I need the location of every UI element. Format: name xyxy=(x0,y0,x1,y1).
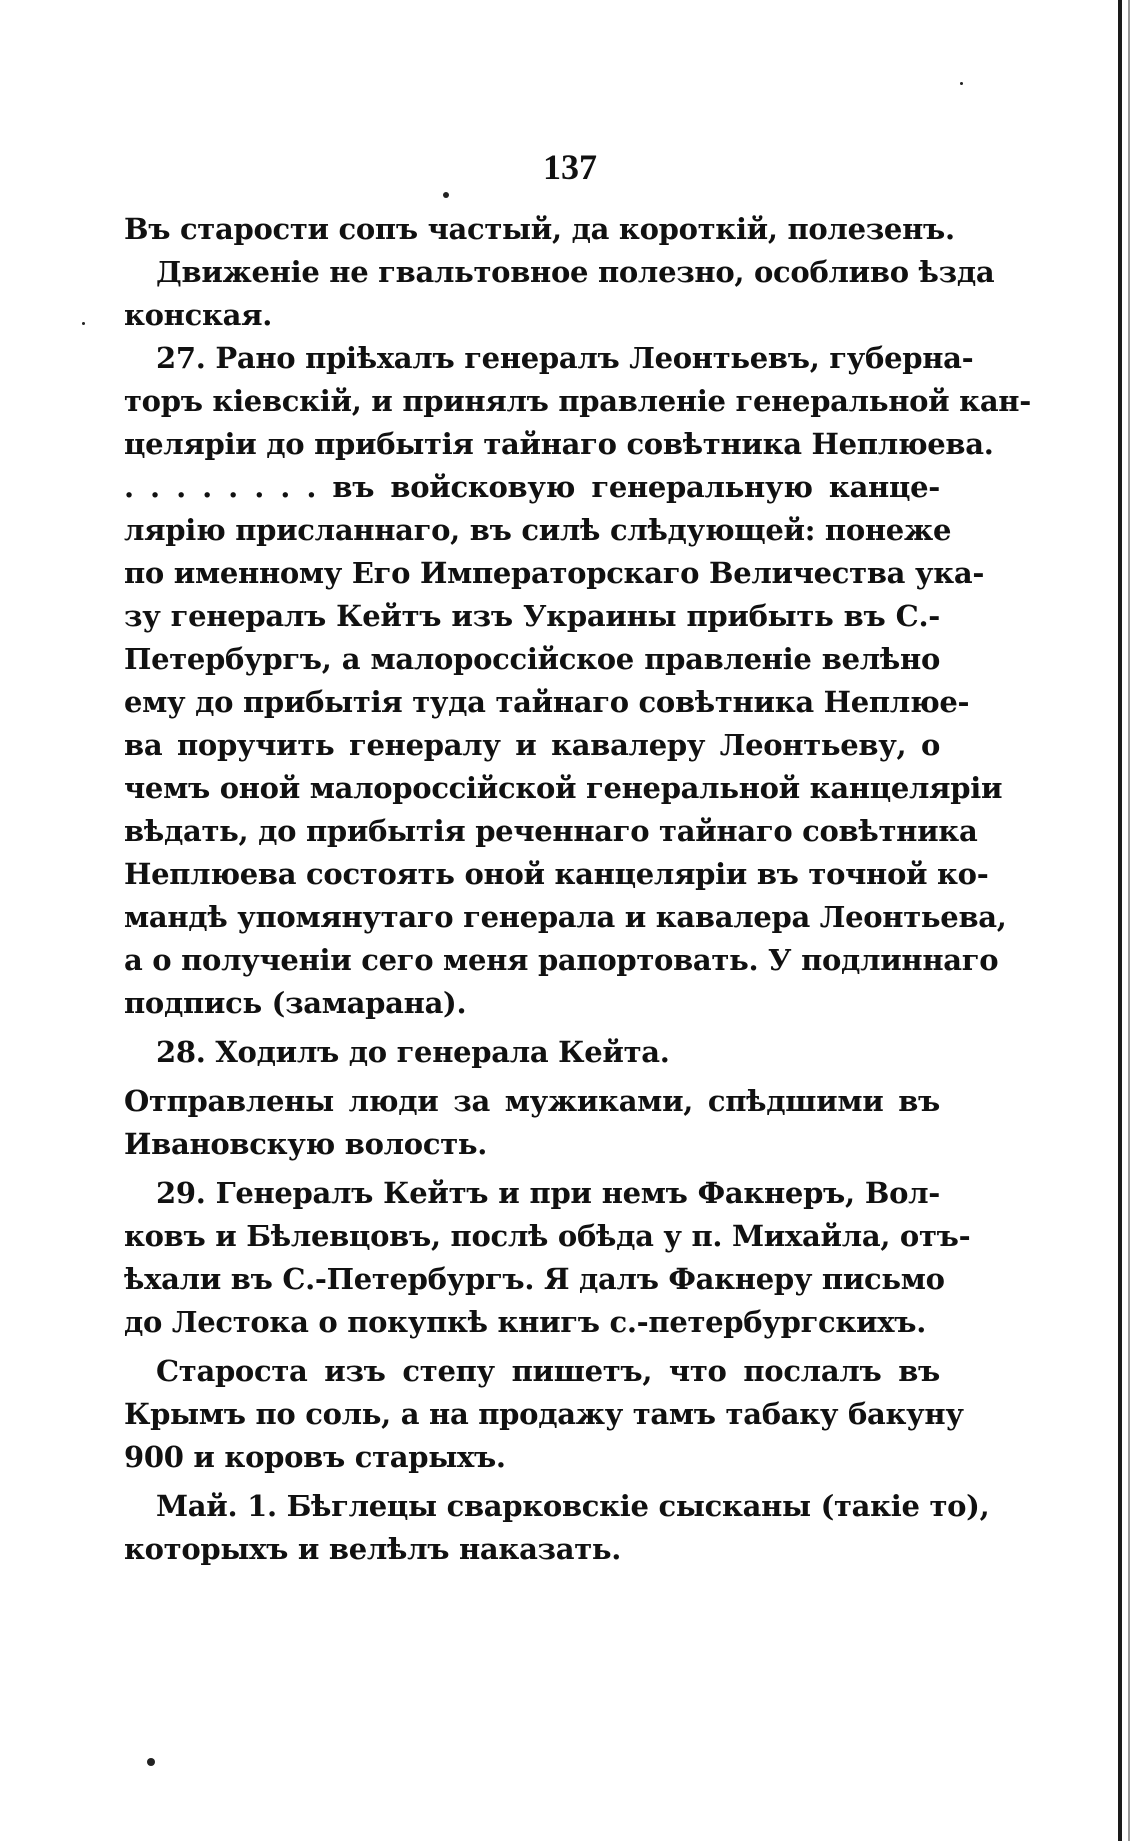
text-line: лярію присланнаго, въ силѣ слѣдующей: понеже xyxy=(124,513,952,547)
text-line: 27. Рано пріѣхалъ генералъ Леонтьевъ, губерна- xyxy=(156,341,974,375)
text-line: торъ кіевскій, и принялъ правленіе генеральной кан- xyxy=(124,384,1031,418)
print-speck xyxy=(82,322,85,325)
text-line: Ивановскую волость. xyxy=(124,1127,488,1161)
text-line: 29. Генералъ Кейтъ и при немъ Факнеръ, Вол- xyxy=(156,1176,940,1210)
text-line: Движеніе не гвальтовное полезно, особливо ѣзда xyxy=(156,255,995,289)
text-line: Крымъ по соль, а на продажу тамъ табаку бакуну xyxy=(124,1397,964,1431)
page-binding-shadow xyxy=(1128,0,1130,1841)
text-line: Неплюева состоять оной канцеляріи въ точной ко- xyxy=(124,857,989,891)
text-line: зу генералъ Кейтъ изъ Украины прибыть въ С.- xyxy=(124,599,940,633)
text-line: ковъ и Бѣлевцовъ, послѣ обѣда у п. Михайла, отъ- xyxy=(124,1219,971,1253)
print-speck xyxy=(147,1758,155,1766)
text-line: ему до прибытія туда тайнаго совѣтника Неплюе- xyxy=(124,685,970,719)
print-speck xyxy=(443,192,449,198)
text-line: Май. 1. Бѣглецы сварковскіе сысканы (такіе то), xyxy=(156,1489,990,1523)
body-text xyxy=(124,208,1031,1571)
page-number: 137 xyxy=(543,147,597,187)
text-line: мандѣ упомянутаго генерала и кавалера Леонтьева, xyxy=(124,900,1007,934)
text-line: вѣдать, до прибытія реченнаго тайнаго совѣтника xyxy=(124,814,978,848)
text-line: по именному Его Императорскаго Величества ука- xyxy=(124,556,985,590)
text-line: конская. xyxy=(124,298,273,332)
text-line: а о полученіи сего меня рапортовать. У подлиннаго xyxy=(124,943,999,977)
text-line: подпись (замарана). xyxy=(124,986,467,1020)
text-line: ва поручить генералу и кавалеру Леонтьеву, о xyxy=(124,728,940,762)
text-line: целяріи до прибытія тайнаго совѣтника Неплюева. xyxy=(124,427,994,461)
print-speck xyxy=(960,82,963,85)
page-binding-edge xyxy=(1118,0,1122,1841)
text-line: которыхъ и велѣлъ наказать. xyxy=(124,1532,622,1566)
text-line: 28. Ходилъ до генерала Кейта. xyxy=(156,1035,670,1069)
text-line: Староста изъ степу пишетъ, что послалъ въ xyxy=(156,1354,940,1388)
text-line: 900 и коровъ старыхъ. xyxy=(124,1440,506,1474)
text-line: Въ старости сопъ частый, да короткій, полезенъ. xyxy=(124,212,955,246)
text-line: ѣхали въ С.-Петербургъ. Я далъ Факнеру письмо xyxy=(124,1262,945,1296)
text-line: чемъ оной малороссійской генеральной канцеляріи xyxy=(124,771,1003,805)
text-line: Петербургъ, а малороссійское правленіе велѣно xyxy=(124,642,940,676)
text-line: . . . . . . . . въ войсковую генеральную канце- xyxy=(124,470,940,504)
text-line: Отправлены люди за мужиками, спѣдшими въ xyxy=(124,1084,940,1118)
text-line: до Лестока о покупкѣ книгъ с.-петербургскихъ. xyxy=(124,1305,926,1339)
